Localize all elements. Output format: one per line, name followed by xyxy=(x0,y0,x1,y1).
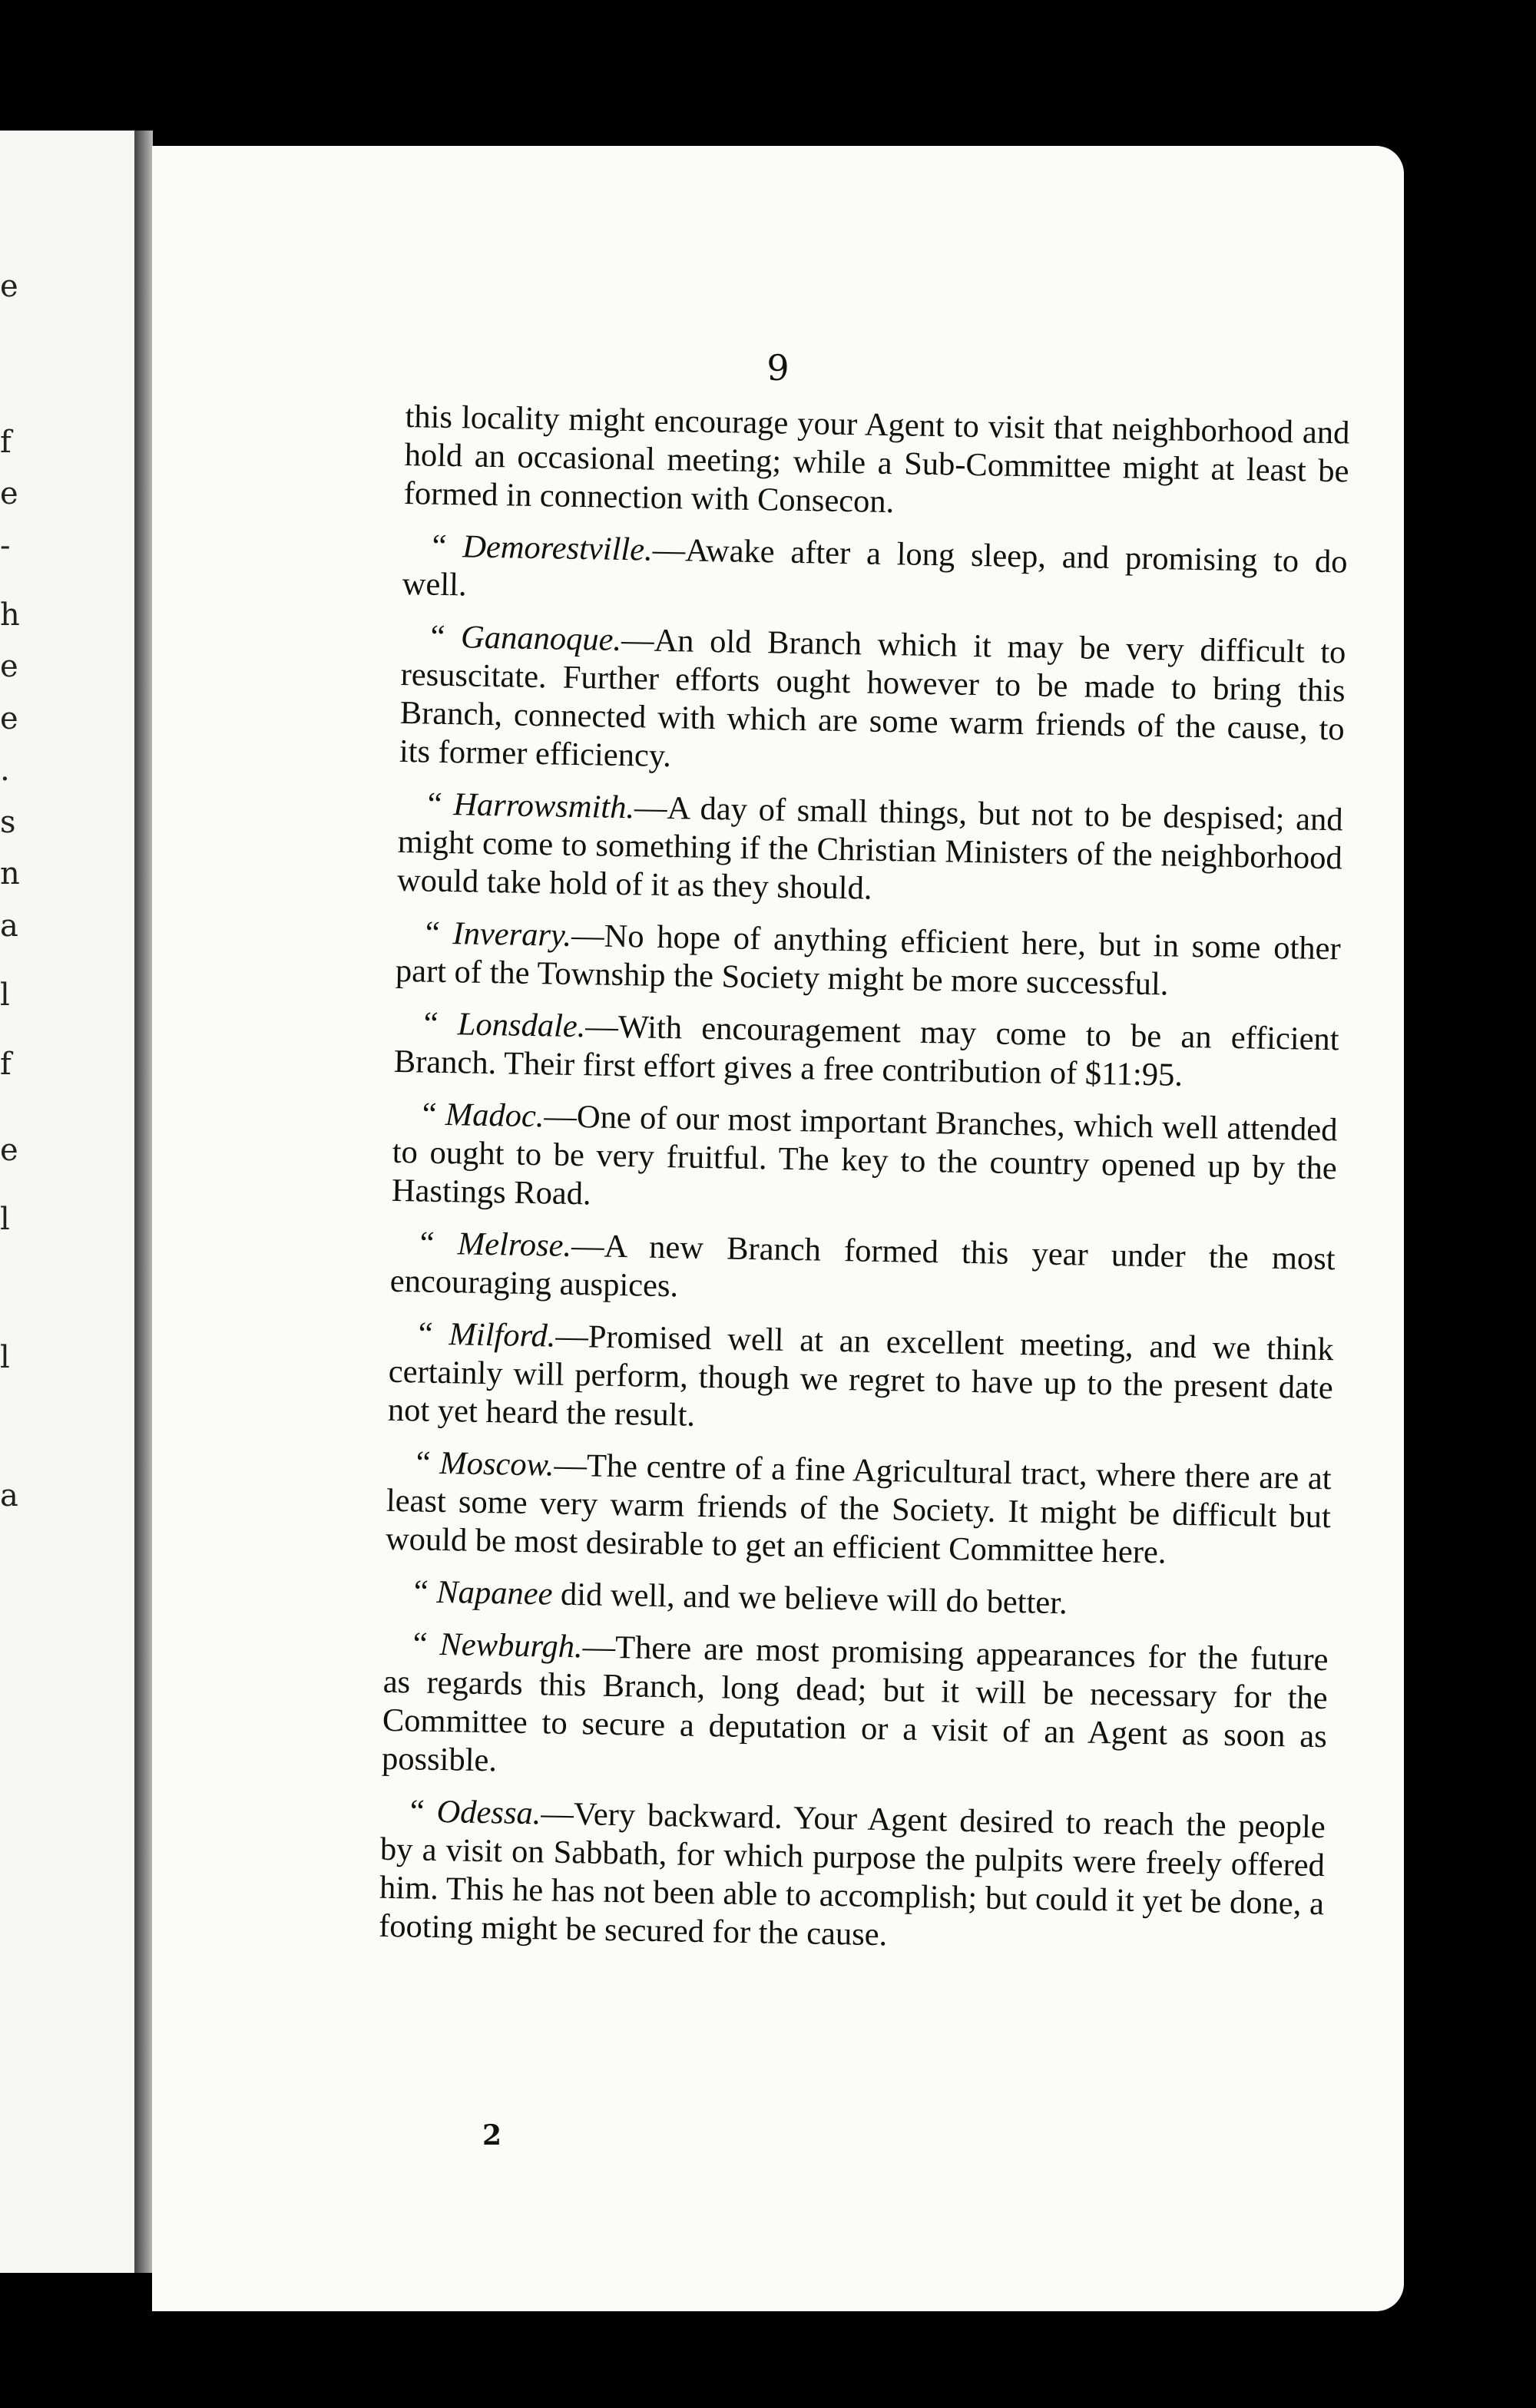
left-page-letter-fragment: - xyxy=(0,528,11,564)
opening-quote: “ xyxy=(422,1096,446,1133)
left-page-letter-fragment: f xyxy=(0,1046,12,1082)
opening-quote: “ xyxy=(418,1315,449,1353)
branch-place-name: Melrose. xyxy=(457,1226,572,1264)
branch-description: —An old Branch which it may be very difficult to resuscitate. Further efforts ought however to be made to bring this Branch, connected with which are some warm friends of the cause, to its former efficiency. xyxy=(399,621,1346,775)
branch-entry xyxy=(402,527,1348,620)
branch-place-name: Harrowsmith. xyxy=(452,786,635,826)
page-number: 9 xyxy=(766,347,790,389)
branch-entry xyxy=(396,914,1342,1007)
signature-mark: 2 xyxy=(482,2119,502,2152)
branch-place-name: Madoc. xyxy=(445,1096,545,1135)
left-page-letter-fragment: e xyxy=(0,269,18,304)
opening-quote: “ xyxy=(412,1626,440,1663)
opening-paragraph: this locality might encourage your Agent to visit that neighborhood and hold an occasional meeting; while a Sub-Committee might at least be formed in connection with Consecon. xyxy=(403,398,1350,521)
opening-quote: “ xyxy=(415,1444,440,1481)
opening-quote: “ xyxy=(432,528,463,565)
left-page-letter-fragment: . xyxy=(0,752,10,788)
branch-description: —The centre of a fine Agricultural tract, where there are at least some very warm friends of the Society. It might be difficult but would be most desirable to get an efficient Committee here. xyxy=(385,1447,1332,1571)
opening-quote: “ xyxy=(413,1573,437,1610)
book-page xyxy=(152,146,1404,2311)
left-page-letter-fragment: f xyxy=(0,424,12,460)
branch-entry xyxy=(389,1224,1336,1317)
page-body xyxy=(372,398,1349,2287)
left-page-letter-fragment: e xyxy=(0,1133,18,1168)
opening-quote: “ xyxy=(430,618,462,656)
left-page-letter-fragment: l xyxy=(0,977,10,1013)
left-page-letter-fragment: l xyxy=(0,1202,10,1237)
branch-description: —One of our most important Branches, which well attended to ought to be very fruitful. The key to the country opened up by the Hastings Road. xyxy=(391,1098,1338,1212)
opening-quote: “ xyxy=(419,1225,458,1262)
opening-quote: “ xyxy=(427,786,454,823)
left-page-letter-fragment: a xyxy=(0,908,18,944)
branch-entry xyxy=(397,785,1343,916)
branch-place-name: Napanee xyxy=(435,1573,553,1612)
opening-quote: “ xyxy=(423,1005,458,1043)
branch-entry xyxy=(399,617,1346,787)
left-page-letter-fragment: e xyxy=(0,700,18,736)
branch-description: —Very backward. Your Agent desired to reach the people by a visit on Sabbath, for which purpose the pulpits were freely offered him. This he has not been able to accomplish; but could it yet be done, a footing might be secured for the cause. xyxy=(378,1795,1326,1953)
branch-description: —No hope of anything efficient here, but in some other part of the Township the Society might be more successful. xyxy=(395,917,1342,1003)
book-spine xyxy=(134,131,153,2273)
branch-entry xyxy=(379,1792,1326,1962)
branch-place-name: Moscow. xyxy=(439,1444,554,1484)
branch-description: —Promised well at an excellent meeting, and we think certainly will perform, though we regret to have up to the present date not yet heard the result. xyxy=(387,1318,1334,1434)
branch-place-name: Lonsdale. xyxy=(457,1006,586,1045)
branch-place-name: Gananoque. xyxy=(460,619,622,658)
branch-entry xyxy=(386,1444,1332,1575)
branch-entry xyxy=(388,1315,1334,1446)
branch-description: —A new Branch formed this year under the most encouraging auspices. xyxy=(389,1227,1336,1305)
opening-quote: “ xyxy=(425,915,453,952)
branch-description: —With encouragement may come to be an efficient Branch. Their first effort gives a free contribution of $11:95. xyxy=(393,1008,1340,1093)
branch-place-name: Odessa. xyxy=(436,1793,541,1832)
left-page-letter-fragment: n xyxy=(0,856,20,891)
left-page-letter-fragment: e xyxy=(0,649,18,684)
branch-place-name: Milford. xyxy=(449,1316,556,1354)
branch-entry xyxy=(393,1004,1339,1097)
left-page-letter-fragment: a xyxy=(0,1478,18,1513)
left-page-letter-fragment: s xyxy=(0,804,16,840)
branch-entry xyxy=(384,1573,1329,1627)
left-page-letter-fragment: h xyxy=(0,597,20,633)
branch-place-name: Newburgh. xyxy=(439,1626,584,1665)
left-page-letter-fragment: l xyxy=(0,1340,10,1375)
branch-entry xyxy=(382,1625,1329,1794)
branch-entry xyxy=(392,1095,1338,1226)
branch-place-name: Demorestville. xyxy=(462,528,654,568)
left-page-letter-fragment: e xyxy=(0,476,18,511)
branch-description: —A day of small things, but not to be despised; and might come to something if the Christian Ministers of the neighborhood would take hold of it as they should. xyxy=(396,789,1343,907)
branch-description: did well, and we believe will do better. xyxy=(552,1576,1068,1622)
branch-place-name: Inverary. xyxy=(452,915,572,954)
adjacent-left-page xyxy=(0,131,146,2273)
branch-description: —Awake after a long sleep, and promising to do well. xyxy=(402,531,1348,604)
branch-description: —There are most promising appearances for the future as regards this Branch, long dead; but it will be necessary for the Committee to secure a deputation or a visit of an Agent as soon as possible. xyxy=(381,1629,1329,1779)
opening-quote: “ xyxy=(409,1793,438,1830)
branch-entries xyxy=(379,527,1348,1962)
